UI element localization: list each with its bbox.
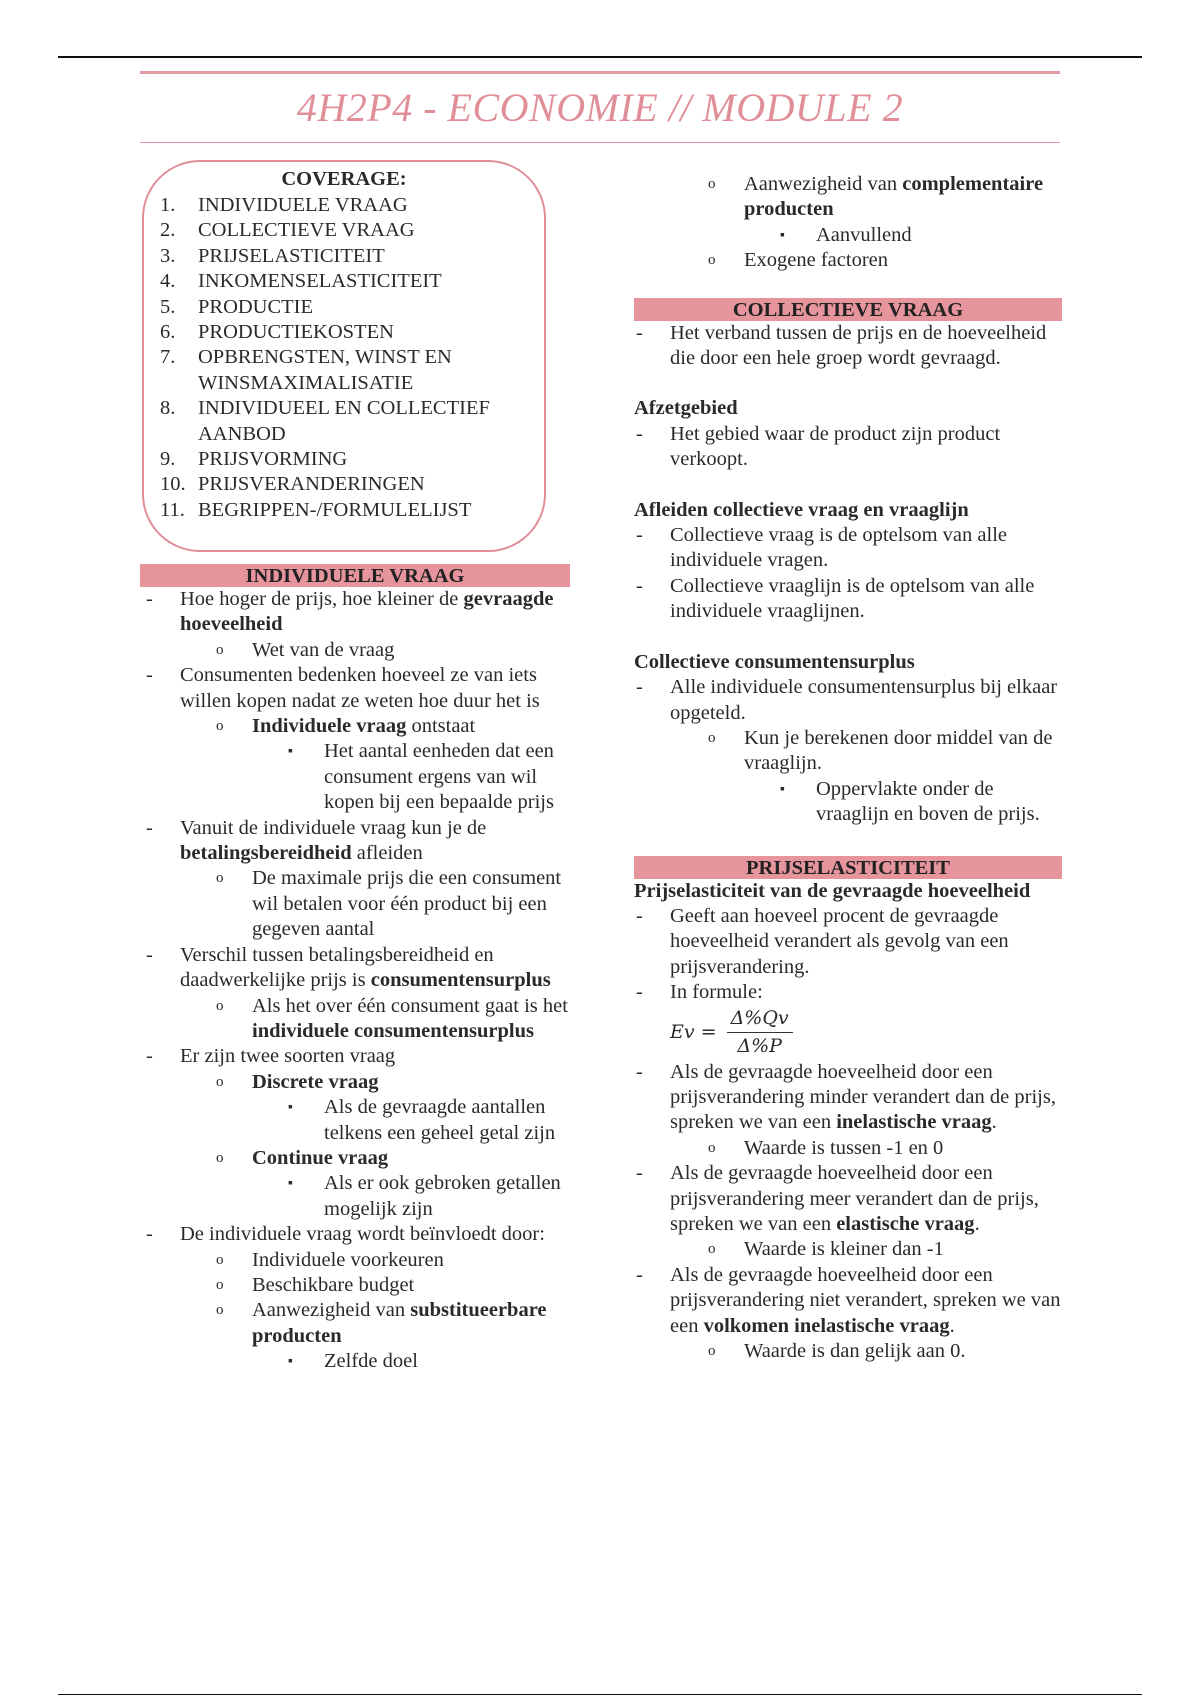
dash-marker: -	[146, 588, 153, 610]
dash-marker: -	[636, 1263, 643, 1286]
page-title: 4H2P4 - ECONOMIE // MODULE 2	[296, 85, 904, 130]
list-item: - Het gebied waar de product zijn product verkoopt.	[636, 422, 1001, 471]
circle-bullet-icon: o	[708, 729, 716, 746]
coverage-item-number: 11.	[160, 498, 185, 521]
formula-lhs: Ev =	[670, 1020, 717, 1043]
subheading-consumentensurplus: Collectieve consumentensurplus	[634, 650, 915, 673]
square-bullet-icon: ▪	[288, 1354, 293, 1370]
list-item: o Exogene factoren	[634, 248, 1062, 273]
list-item: - Collectieve vraag is de optelsom van alle individuele vragen.	[636, 524, 1007, 572]
square-bullet-icon: ▪	[288, 1100, 293, 1116]
coverage-item-text: PRODUCTIE	[198, 295, 314, 318]
coverage-heading: COVERAGE:	[281, 168, 407, 190]
coverage-item-text: BEGRIPPEN-/FORMULELIJST	[198, 498, 472, 521]
coverage-item-number: 7.	[160, 346, 176, 369]
dash-marker: -	[636, 676, 643, 699]
coverage-item-text: COLLECTIEVE VRAAG	[198, 219, 415, 242]
coverage-item-number: 5.	[160, 295, 176, 318]
circle-bullet-icon: o	[708, 1241, 716, 1258]
coverage-item-number: 6.	[160, 321, 176, 344]
list-item: - Geeft aan hoeveel procent de gevraagde hoeveelheid verandert als gevolg van een prijsverandering.	[636, 904, 1009, 978]
title-top-border	[140, 71, 1060, 74]
coverage-item	[160, 345, 540, 396]
subheading-afzetgebied: Afzetgebied	[634, 397, 738, 420]
square-bullet-icon: ▪	[288, 744, 293, 760]
coverage-list	[160, 193, 540, 523]
list-item: - Vanuit de individuele vraag kun je de betalingsbereidheid afleiden	[146, 816, 487, 865]
list-item: - Collectieve vraaglijn is de optelsom van alle individuele vraaglijnen.	[636, 574, 1035, 623]
list-item: o Individuele vraag ontstaat	[140, 714, 570, 739]
section-heading-collectieve-vraag: COLLECTIEVE VRAAG	[634, 298, 1062, 321]
coverage-item	[160, 472, 540, 497]
list-item: o Wet van de vraag	[140, 638, 570, 663]
list-item: - Er zijn twee soorten vraag	[140, 1044, 570, 1069]
dash-marker: -	[146, 1223, 153, 1246]
dash-marker: -	[636, 574, 643, 597]
list-item: o Discrete vraag	[140, 1070, 570, 1095]
circle-bullet-icon: o	[216, 1251, 224, 1268]
circle-bullet-icon: o	[216, 1276, 224, 1293]
list-item: o De maximale prijs die een consument wil betalen voor één product bij een gegeven aantal	[216, 867, 562, 941]
list-item: o Individuele voorkeuren	[140, 1248, 570, 1273]
coverage-item	[160, 447, 540, 472]
coverage-item-number: 4.	[160, 270, 176, 293]
coverage-item-text: PRIJSVERANDERINGEN	[198, 473, 425, 496]
list-item: ▪ Oppervlakte onder de vraaglijn en boven de prijs.	[780, 777, 1040, 826]
top-rule	[58, 56, 1142, 58]
list-item: - Hoe hoger de prijs, hoe kleiner de gevraagde hoeveelheid	[146, 588, 554, 636]
circle-bullet-icon: o	[216, 1149, 224, 1166]
section-heading-prijselasticiteit: PRIJSELASTICITEIT	[634, 856, 1062, 879]
coverage-item-text: INKOMENSELASTICITEIT	[198, 270, 442, 293]
square-bullet-icon: ▪	[288, 1176, 293, 1192]
list-item: - Als de gevraagde hoeveelheid door een prijsverandering meer verandert dan de prijs, spreken we van een elastische vraag.	[636, 1162, 1039, 1235]
coverage-item-text: PRIJSELASTICITEIT	[198, 244, 385, 267]
dash-marker: -	[636, 904, 643, 927]
title-bottom-border	[140, 142, 1060, 143]
list-item: o Waarde is kleiner dan -1	[634, 1237, 1062, 1262]
circle-bullet-icon: o	[216, 1302, 224, 1319]
list-item: ▪ Aanvullend	[634, 223, 1062, 248]
coverage-item-text: PRIJSVORMING	[198, 448, 348, 471]
coverage-item	[160, 396, 540, 447]
square-bullet-icon: ▪	[780, 227, 785, 243]
circle-bullet-icon: o	[216, 1073, 224, 1090]
dash-marker: -	[636, 321, 643, 344]
formula-fraction	[727, 1006, 793, 1060]
dash-marker: -	[146, 816, 153, 839]
list-item: - Consumenten bedenken hoeveel ze van iets willen kopen nadat ze weten hoe duur het is	[146, 664, 540, 712]
coverage-item-number: 2.	[160, 219, 176, 242]
dash-marker: -	[146, 1045, 153, 1068]
section-heading-individuele-vraag: INDIVIDUELE VRAAG	[140, 564, 570, 587]
formula-numerator: Δ%Qv	[727, 1006, 793, 1033]
circle-bullet-icon: o	[216, 641, 224, 658]
coverage-item-text: INDIVIDUELE VRAAG	[198, 194, 408, 216]
coverage-item	[160, 498, 540, 523]
circle-bullet-icon: o	[708, 176, 716, 192]
list-item: - Alle individuele consumentensurplus bij elkaar opgeteld.	[636, 676, 1058, 724]
left-column	[140, 564, 570, 1375]
subheading-afleiden: Afleiden collectieve vraag en vraaglijn	[634, 498, 969, 521]
list-item: - In formule:	[634, 980, 1062, 1005]
list-item: - Als de gevraagde hoeveelheid door een prijsverandering minder verandert dan de prijs, spreken we van een inelastische vraag.	[636, 1060, 1056, 1134]
list-item: o Beschikbare budget	[140, 1273, 570, 1298]
list-item: ▪ Het aantal eenheden dat een consument ergens van wil kopen bij een bepaalde prijs	[288, 740, 554, 814]
coverage-item-text: INDIVIDUEEL EN COLLECTIEF AANBOD	[198, 397, 490, 445]
coverage-item-number: 1.	[160, 194, 176, 216]
circle-bullet-icon: o	[708, 1343, 716, 1360]
list-item: o Waarde is tussen -1 en 0	[634, 1136, 1062, 1161]
coverage-item-number: 8.	[160, 397, 176, 420]
formula-denominator: Δ%P	[737, 1035, 782, 1058]
coverage-item-number: 9.	[160, 448, 176, 471]
coverage-item	[160, 218, 540, 243]
dash-marker: -	[636, 981, 643, 1004]
coverage-item	[160, 269, 540, 294]
coverage-item-text: PRODUCTIEKOSTEN	[198, 321, 394, 344]
circle-bullet-icon: o	[216, 870, 224, 887]
coverage-item-text: OPBRENGSTEN, WINST EN WINSMAXIMALISATIE	[198, 346, 452, 394]
list-item: o Kun je berekenen door middel van de vraaglijn.	[708, 726, 1053, 775]
list-item: o Waarde is dan gelijk aan 0.	[634, 1339, 1062, 1364]
circle-bullet-icon: o	[708, 252, 716, 269]
list-item: o Als het over één consument gaat is het individuele consumentensurplus	[216, 994, 568, 1042]
circle-bullet-icon: o	[216, 718, 224, 735]
dash-marker: -	[636, 1162, 643, 1185]
list-item: ▪ Als de gevraagde aantallen telkens een geheel getal zijn	[288, 1096, 556, 1144]
subheading-prijselasticiteit: Prijselasticiteit van de gevraagde hoeveelheid	[634, 879, 1031, 902]
list-item: ▪ Als er ook gebroken getallen mogelijk zijn	[288, 1172, 561, 1220]
coverage-item	[160, 295, 540, 320]
list-item: o Continue vraag	[140, 1146, 570, 1171]
circle-bullet-icon: o	[216, 997, 224, 1014]
dash-marker: -	[636, 1060, 643, 1083]
list-item: - Het verband tussen de prijs en de hoeveelheid die door een hele groep wordt gevraagd.	[636, 321, 1047, 370]
coverage-item-number: 3.	[160, 244, 176, 267]
list-item: ▪ Zelfde doel	[140, 1349, 570, 1374]
list-item: o Aanwezigheid van complementaire producten	[708, 173, 1044, 221]
list-item: o Aanwezigheid van substitueerbare producten	[216, 1299, 547, 1347]
elasticity-formula	[634, 1006, 1062, 1060]
list-item: - Verschil tussen betalingsbereidheid en daadwerkelijke prijs is consumentensurplus	[146, 943, 551, 992]
square-bullet-icon: ▪	[780, 781, 785, 797]
dash-marker: -	[636, 524, 643, 547]
circle-bullet-icon: o	[708, 1139, 716, 1156]
right-column	[634, 172, 1062, 1364]
bottom-rule	[58, 1694, 1142, 1695]
dash-marker: -	[146, 943, 153, 966]
coverage-item	[160, 320, 540, 345]
list-item: - Als de gevraagde hoeveelheid door een prijsverandering niet verandert, spreken we van een volkomen inelastische vraag.	[636, 1263, 1061, 1337]
dash-marker: -	[636, 422, 643, 445]
coverage-item	[160, 193, 540, 218]
coverage-item-number: 10.	[160, 473, 186, 496]
coverage-item	[160, 244, 540, 269]
list-item: - De individuele vraag wordt beïnvloedt door:	[140, 1222, 570, 1247]
dash-marker: -	[146, 664, 153, 687]
